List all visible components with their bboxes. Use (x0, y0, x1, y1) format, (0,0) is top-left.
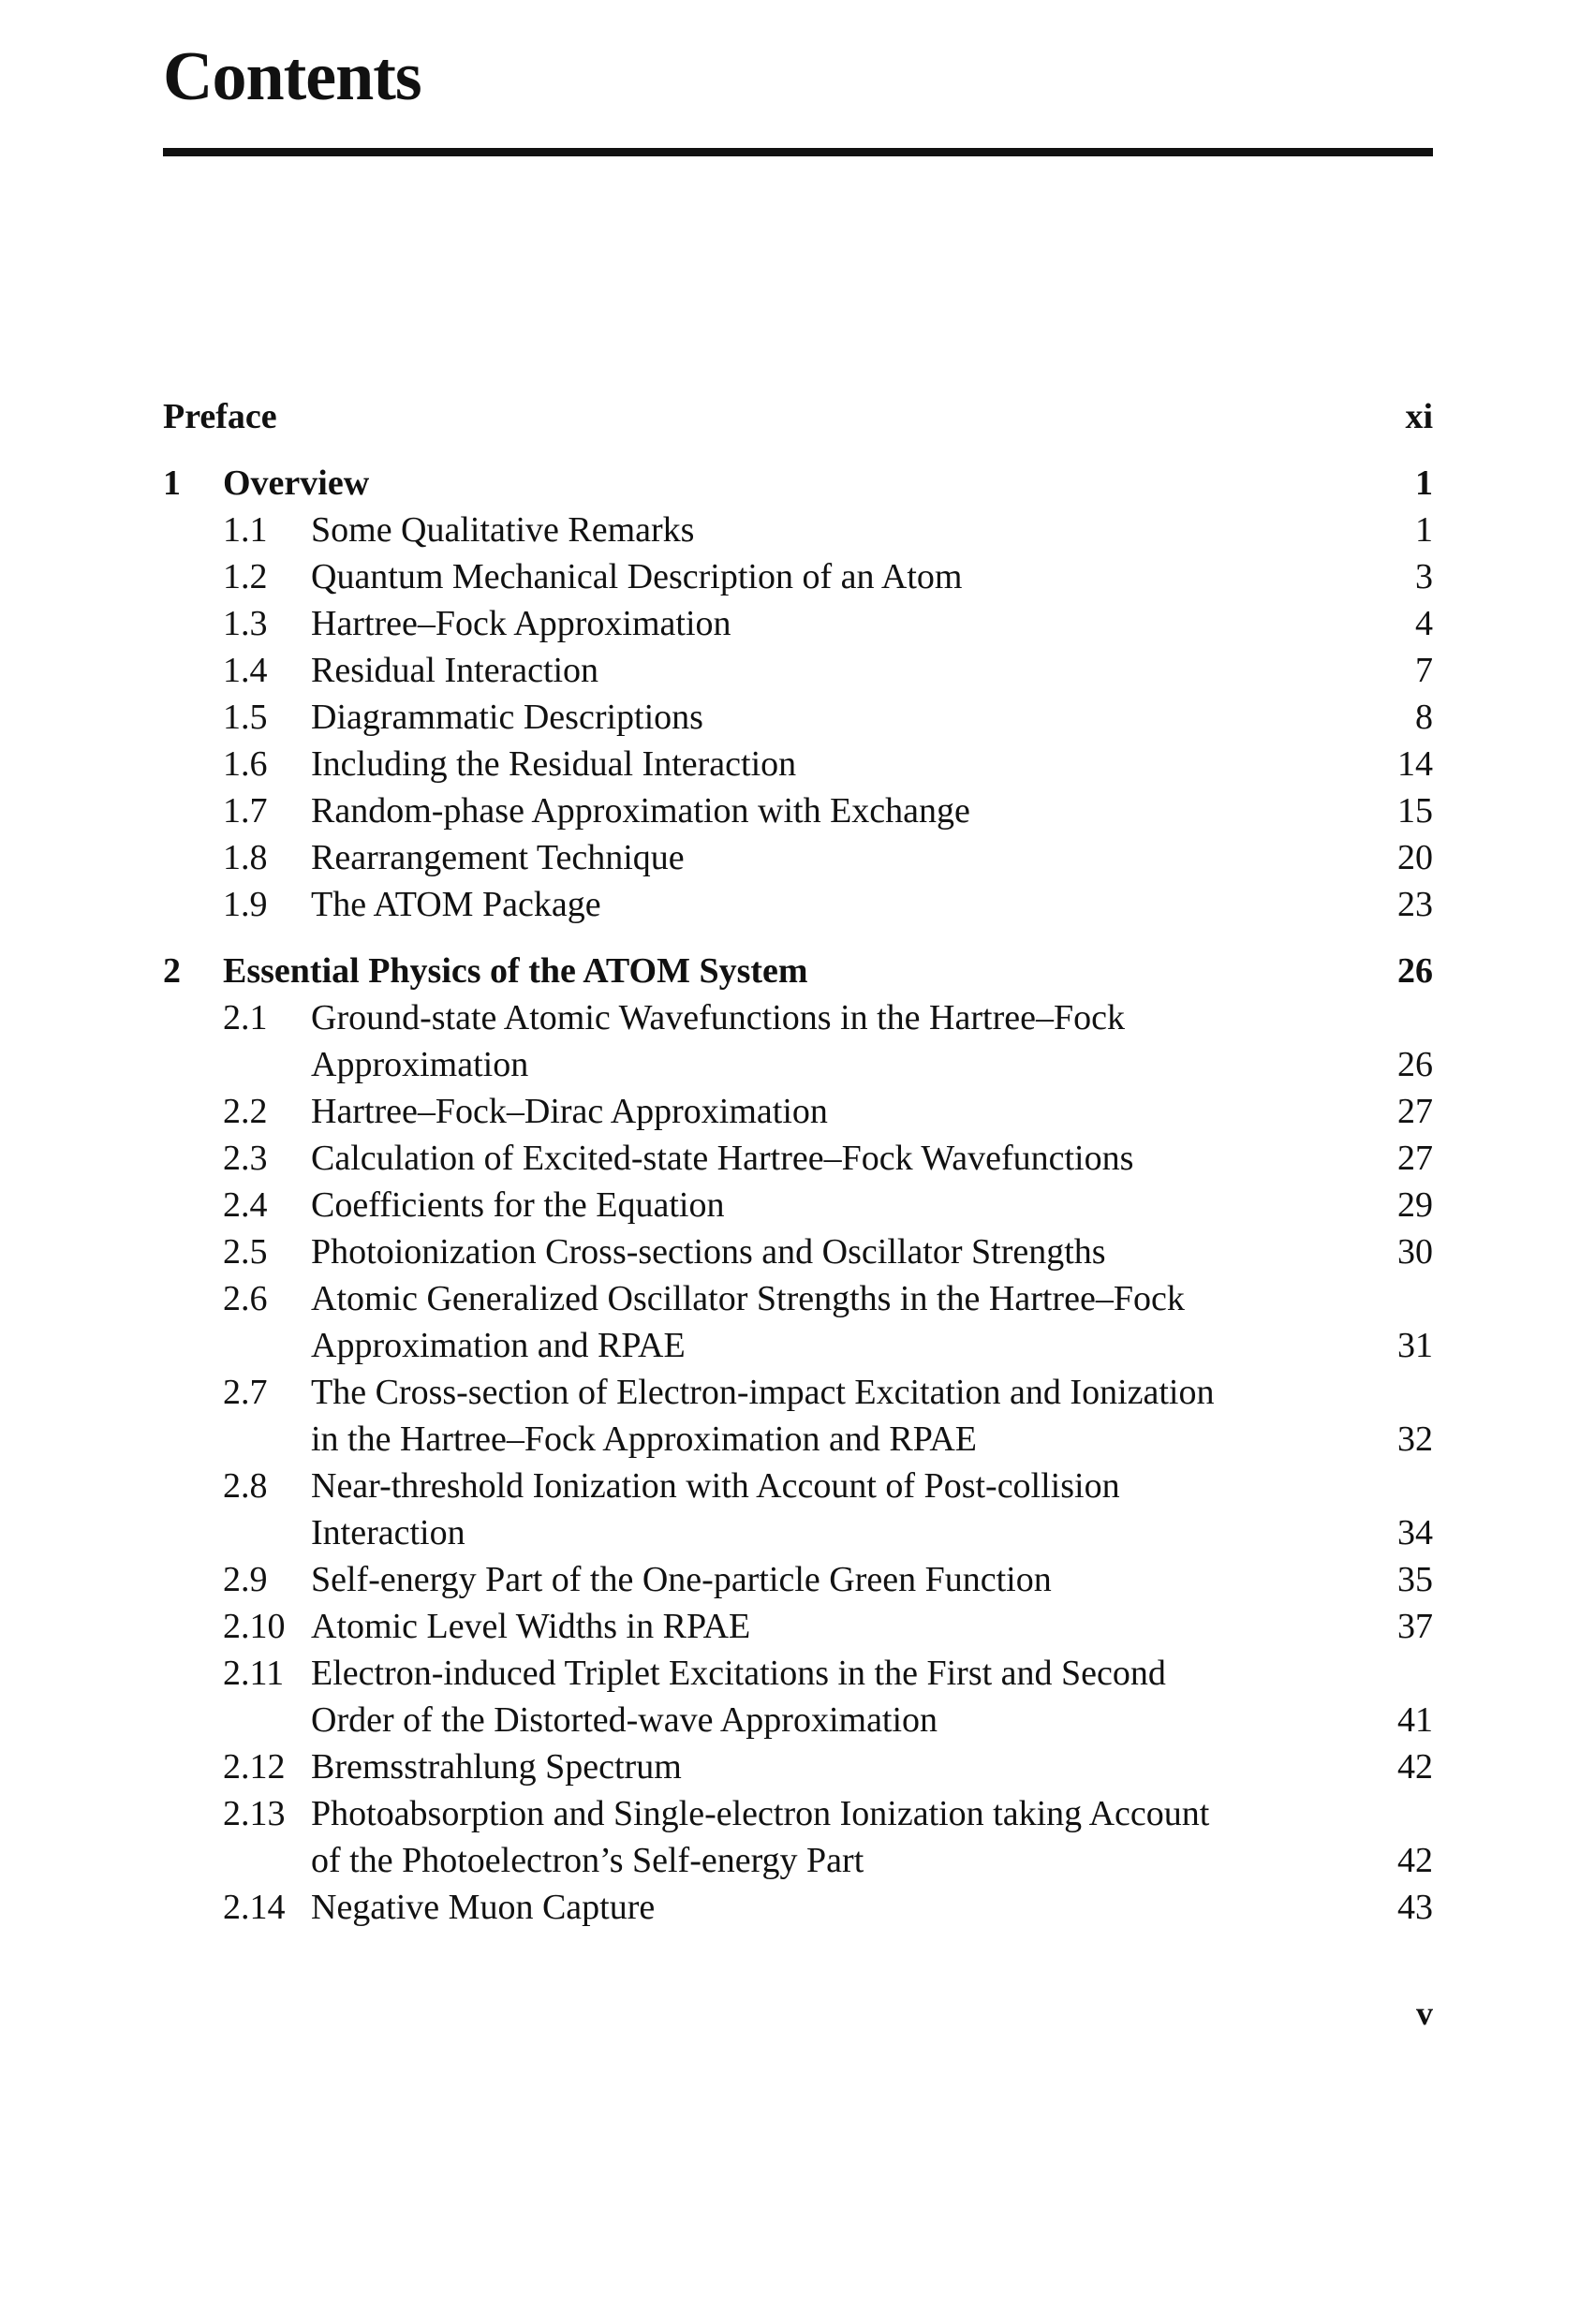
section-page: 26 (1397, 1045, 1433, 1084)
section-page: 42 (1397, 1747, 1433, 1787)
section-page: 42 (1397, 1841, 1433, 1880)
toc-section-1-2[interactable] (163, 553, 1433, 600)
section-number: 2.2 (223, 1092, 268, 1131)
section-number: 2.14 (223, 1888, 286, 1927)
chapter-page: 1 (1415, 463, 1433, 503)
chapter-title: Essential Physics of the ATOM System (223, 951, 808, 991)
chapter-page: 26 (1397, 951, 1433, 991)
section-title: Calculation of Excited-state Hartree–Fock Wavefunctions (311, 1139, 1134, 1178)
toc-section-2-7-cont[interactable] (163, 1416, 1433, 1463)
toc-section-1-1[interactable] (163, 507, 1433, 553)
toc-section-2-11[interactable] (163, 1650, 1433, 1697)
page-folio: v (1416, 1994, 1433, 2032)
section-number: 2.12 (223, 1747, 286, 1787)
section-page: 37 (1397, 1607, 1433, 1646)
toc-section-1-7[interactable] (163, 787, 1433, 834)
section-title: Quantum Mechanical Description of an Atom (311, 557, 963, 596)
toc-section-1-6[interactable] (163, 741, 1433, 787)
toc-entry-preface[interactable] (163, 393, 1433, 440)
toc-section-2-6[interactable] (163, 1275, 1433, 1322)
section-number: 2.10 (223, 1607, 286, 1646)
section-number: 2.4 (223, 1185, 268, 1225)
toc-section-1-5[interactable] (163, 694, 1433, 741)
section-page: 20 (1397, 838, 1433, 877)
toc-section-2-8[interactable] (163, 1463, 1433, 1509)
toc-section-1-4[interactable] (163, 647, 1433, 694)
title-rule (163, 148, 1433, 156)
section-number: 1.7 (223, 791, 268, 831)
toc-section-2-1-cont[interactable] (163, 1041, 1433, 1088)
section-number: 1.5 (223, 698, 268, 737)
section-title: Hartree–Fock Approximation (311, 604, 731, 643)
section-title-continued: in the Hartree–Fock Approximation and RPAE (311, 1419, 977, 1459)
section-title: Photoabsorption and Single-electron Ionization taking Account (311, 1794, 1210, 1833)
section-number: 2.13 (223, 1794, 286, 1833)
toc-section-1-9[interactable] (163, 881, 1433, 928)
toc-section-2-13[interactable] (163, 1790, 1433, 1837)
section-title: Diagrammatic Descriptions (311, 698, 703, 737)
toc-section-2-6-cont[interactable] (163, 1322, 1433, 1369)
section-number: 2.6 (223, 1279, 268, 1318)
section-page: 32 (1397, 1419, 1433, 1459)
section-page: 23 (1397, 885, 1433, 924)
page-title: Contents (163, 38, 421, 115)
section-number: 1.6 (223, 744, 268, 784)
section-page: 29 (1397, 1185, 1433, 1225)
section-page: 15 (1397, 791, 1433, 831)
section-title: Electron-induced Triplet Excitations in the First and Second (311, 1654, 1166, 1693)
section-number: 2.11 (223, 1654, 285, 1693)
section-number: 2.9 (223, 1560, 268, 1599)
section-page: 35 (1397, 1560, 1433, 1599)
section-title: Coefficients for the Equation (311, 1185, 725, 1225)
section-title-continued: of the Photoelectron’s Self-energy Part (311, 1841, 864, 1880)
section-number: 1.8 (223, 838, 268, 877)
toc-section-2-11-cont[interactable] (163, 1697, 1433, 1743)
section-title: Atomic Level Widths in RPAE (311, 1607, 751, 1646)
section-title: Including the Residual Interaction (311, 744, 797, 784)
section-title: Some Qualitative Remarks (311, 510, 695, 550)
toc-section-2-13-cont[interactable] (163, 1837, 1433, 1884)
section-page: 34 (1397, 1513, 1433, 1552)
section-title: Ground-state Atomic Wavefunctions in the Hartree–Fock (311, 998, 1125, 1037)
toc-section-1-8[interactable] (163, 834, 1433, 881)
section-number: 1.4 (223, 651, 268, 690)
entry-page: xi (1405, 397, 1433, 436)
section-title-continued: Interaction (311, 1513, 465, 1552)
section-page: 1 (1415, 510, 1433, 550)
toc-section-1-3[interactable] (163, 600, 1433, 647)
section-number: 2.5 (223, 1232, 268, 1272)
section-title-continued: Approximation (311, 1045, 529, 1084)
toc-section-2-2[interactable] (163, 1088, 1433, 1135)
section-title: Residual Interaction (311, 651, 599, 690)
toc-section-2-10[interactable] (163, 1603, 1433, 1650)
section-page: 14 (1397, 744, 1433, 784)
toc-section-2-4[interactable] (163, 1182, 1433, 1228)
section-title: Photoionization Cross-sections and Oscillator Strengths (311, 1232, 1106, 1272)
section-title: Bremsstrahlung Spectrum (311, 1747, 682, 1787)
section-title: Self-energy Part of the One-particle Green Function (311, 1560, 1052, 1599)
section-page: 27 (1397, 1092, 1433, 1131)
section-page: 43 (1397, 1888, 1433, 1927)
entry-title: Preface (163, 397, 277, 436)
section-page: 41 (1397, 1700, 1433, 1740)
toc-chapter-1[interactable] (163, 460, 1433, 507)
section-number: 1.2 (223, 557, 268, 596)
toc-section-2-9[interactable] (163, 1556, 1433, 1603)
section-title: Negative Muon Capture (311, 1888, 656, 1927)
section-number: 1.1 (223, 510, 268, 550)
section-number: 2.1 (223, 998, 268, 1037)
section-number: 1.3 (223, 604, 268, 643)
table-of-contents (163, 393, 1433, 1931)
section-page: 27 (1397, 1139, 1433, 1178)
section-page: 3 (1415, 557, 1433, 596)
toc-section-2-1[interactable] (163, 994, 1433, 1041)
section-title: Hartree–Fock–Dirac Approximation (311, 1092, 828, 1131)
section-number: 1.9 (223, 885, 268, 924)
toc-section-2-5[interactable] (163, 1228, 1433, 1275)
section-title: Atomic Generalized Oscillator Strengths in the Hartree–Fock (311, 1279, 1185, 1318)
toc-section-2-7[interactable] (163, 1369, 1433, 1416)
section-page: 30 (1397, 1232, 1433, 1272)
section-page: 4 (1415, 604, 1433, 643)
section-title: Random-phase Approximation with Exchange (311, 791, 970, 831)
toc-chapter-2[interactable] (163, 948, 1433, 994)
section-page: 7 (1415, 651, 1433, 690)
section-page: 31 (1397, 1326, 1433, 1365)
section-title: The Cross-section of Electron-impact Excitation and Ionization (311, 1373, 1215, 1412)
toc-section-2-12[interactable] (163, 1743, 1433, 1790)
toc-section-2-14[interactable] (163, 1884, 1433, 1931)
toc-section-2-8-cont[interactable] (163, 1509, 1433, 1556)
section-title-continued: Approximation and RPAE (311, 1326, 686, 1365)
section-number: 2.7 (223, 1373, 268, 1412)
section-title-continued: Order of the Distorted-wave Approximation (311, 1700, 938, 1740)
section-title: Rearrangement Technique (311, 838, 685, 877)
section-title: Near-threshold Ionization with Account of Post-collision (311, 1466, 1120, 1506)
chapter-number: 1 (163, 463, 181, 503)
toc-section-2-3[interactable] (163, 1135, 1433, 1182)
chapter-number: 2 (163, 951, 181, 991)
section-number: 2.8 (223, 1466, 268, 1506)
section-page: 8 (1415, 698, 1433, 737)
section-number: 2.3 (223, 1139, 268, 1178)
chapter-title: Overview (223, 463, 370, 503)
section-title: The ATOM Package (311, 885, 601, 924)
